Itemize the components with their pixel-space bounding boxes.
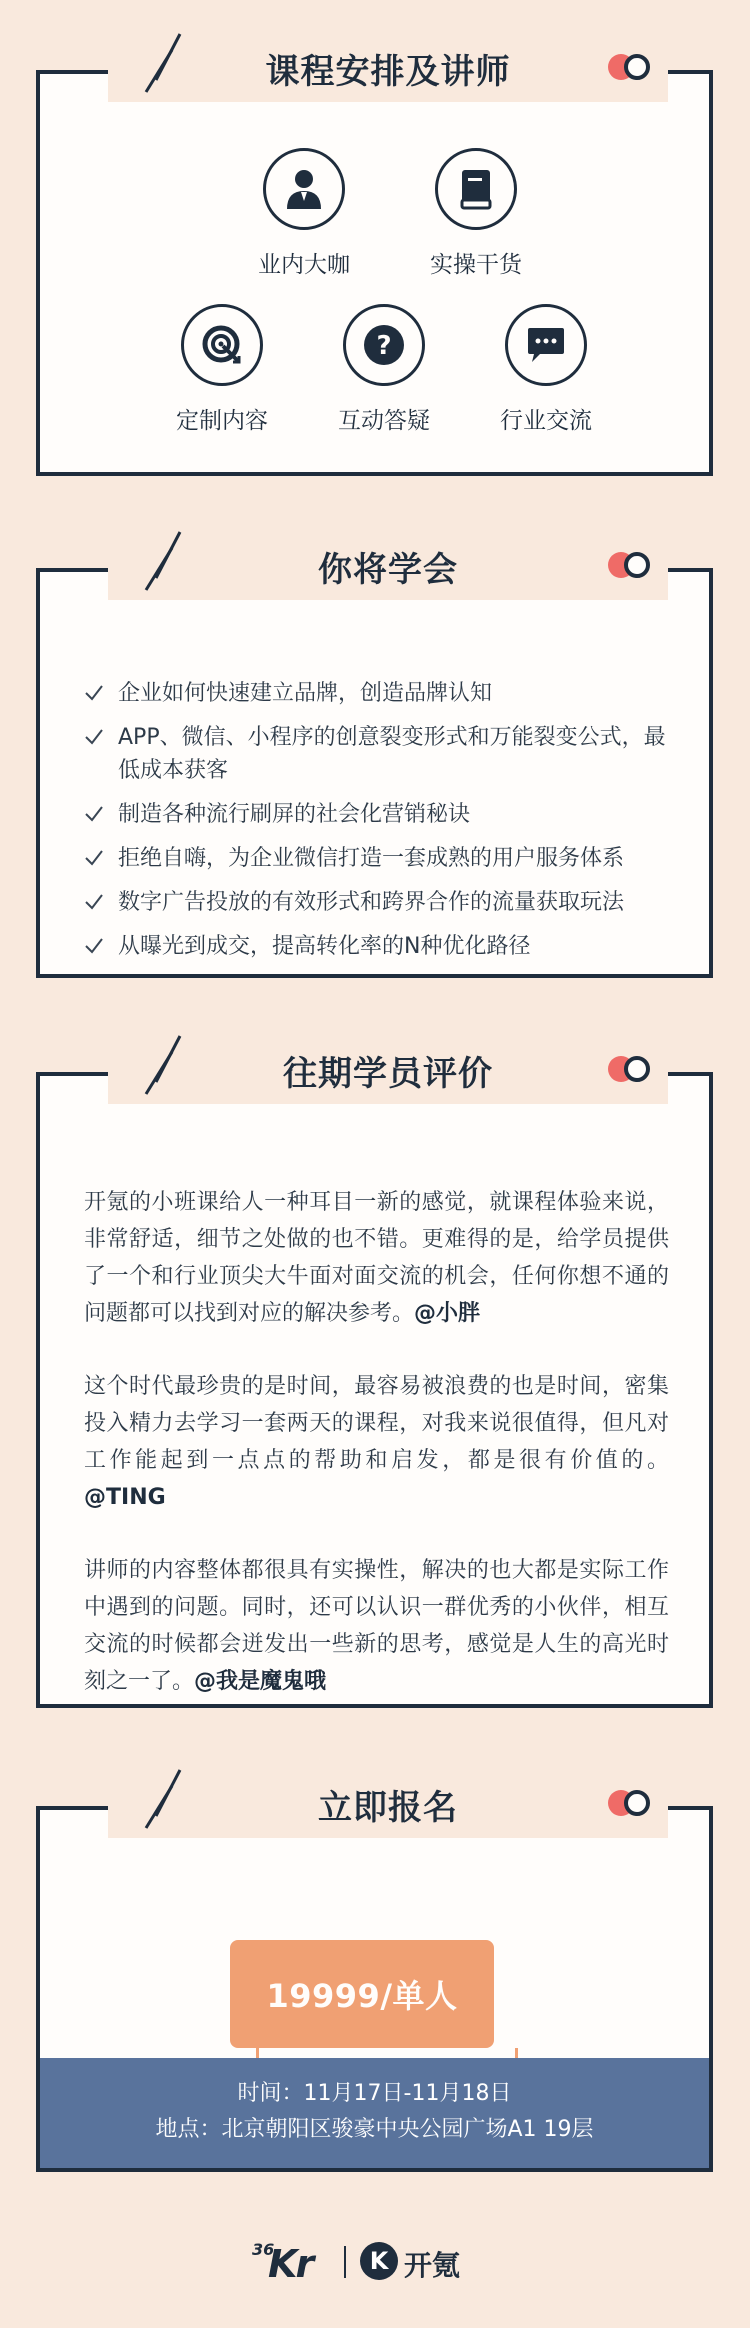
review-text: 开氪的小班课给人一种耳目一新的感觉，就课程体验来说，非常舒适，细节之处做的也不错。更难得的是，给学员提供了一个和行业顶尖大牛面对面交流的机会，任何你想不通的问题都可以找到对应的解决参考。 <box>84 1190 669 1326</box>
schedule-card <box>36 70 713 476</box>
learn-item-text: 从曝光到成交，提高转化率的N种优化路径 <box>118 934 531 959</box>
feature-networking <box>466 304 626 435</box>
price-label: 19999/单人 <box>230 1940 494 2048</box>
reviews-list <box>84 1184 669 1736</box>
section-title: 往期学员评价 <box>283 1054 493 1094</box>
target-icon <box>181 304 263 386</box>
learn-list <box>84 677 679 974</box>
feature-experts <box>224 148 384 279</box>
person-icon <box>263 148 345 230</box>
review-author: @我是魔鬼哦 <box>194 1669 327 1694</box>
learn-item-text: 拒绝自嗨，为企业微信打造一套成熟的用户服务体系 <box>118 846 625 871</box>
list-item <box>84 886 679 919</box>
list-item <box>84 677 679 710</box>
check-icon <box>84 683 104 703</box>
logo-kr: Kr <box>268 2242 313 2286</box>
review-text: 这个时代最珍贵的是时间，最容易被浪费的也是时间，密集投入精力去学习一套两天的课程，对我来说很值得，但凡对工作能起到一点点的帮助和启发，都是很有价值的。 <box>84 1374 669 1473</box>
feature-qa <box>304 304 464 435</box>
check-icon <box>84 727 104 747</box>
learn-item-text: APP、微信、小程序的创意裂变形式和万能裂变公式，最低成本获客 <box>118 725 666 783</box>
check-icon <box>84 804 104 824</box>
svg-text:?: ? <box>376 331 392 361</box>
book-icon <box>435 148 517 230</box>
feature-practical <box>396 148 556 279</box>
signup-card <box>36 1806 713 2172</box>
review-item <box>84 1184 669 1332</box>
section-title: 课程安排及讲师 <box>265 52 511 92</box>
toggle-decoration-icon <box>608 54 654 80</box>
section-title: 立即报名 <box>318 1788 458 1828</box>
section-title-bar <box>108 1760 668 1838</box>
event-info-bar <box>40 2058 709 2168</box>
toggle-decoration-icon <box>608 1056 654 1082</box>
schedule-section <box>36 24 713 476</box>
section-title: 你将学会 <box>318 550 458 590</box>
question-icon <box>343 304 425 386</box>
list-item <box>84 798 679 831</box>
learn-item-text: 企业如何快速建立品牌，创造品牌认知 <box>118 681 493 706</box>
list-item <box>84 721 679 787</box>
logo-36: 36 <box>252 2240 275 2259</box>
feature-label: 互动答疑 <box>338 408 430 434</box>
feature-label: 实操干货 <box>430 252 522 278</box>
check-icon <box>84 936 104 956</box>
feature-custom <box>142 304 302 435</box>
list-item <box>84 930 679 963</box>
learn-card <box>36 568 713 978</box>
learn-item-text: 数字广告投放的有效形式和跨界合作的流量获取玩法 <box>118 890 625 915</box>
reviews-card <box>36 1072 713 1708</box>
reviews-section <box>36 1026 713 1708</box>
section-title-bar <box>108 1026 668 1104</box>
check-icon <box>84 848 104 868</box>
check-icon <box>84 892 104 912</box>
feature-label: 行业交流 <box>500 408 592 434</box>
toggle-decoration-icon <box>608 1790 654 1816</box>
chat-icon <box>505 304 587 386</box>
logo-divider <box>344 2246 346 2278</box>
review-text: 讲师的内容整体都很具有实操性，解决的也大都是实际工作中遇到的问题。同时，还可以认识一群优秀的小伙伴，相互交流的时候都会迸发出一些新的思考，感觉是人生的高光时刻之一了。 <box>84 1558 669 1694</box>
signup-section <box>36 1760 713 2172</box>
review-author: @小胖 <box>414 1301 481 1326</box>
feature-label: 定制内容 <box>176 408 268 434</box>
review-author: @TING <box>84 1485 166 1510</box>
feature-label: 业内大咖 <box>258 252 350 278</box>
learn-section <box>36 522 713 978</box>
review-item <box>84 1368 669 1516</box>
event-location: 地点：北京朝阳区骏豪中央公园广场A1 19层 <box>155 2117 594 2142</box>
brand-name: 开氪 <box>404 2249 461 2282</box>
footer-logos <box>0 2232 750 2292</box>
toggle-decoration-icon <box>608 552 654 578</box>
event-time: 时间：11月17日-11月18日 <box>237 2081 512 2106</box>
section-title-bar <box>108 522 668 600</box>
review-item <box>84 1552 669 1700</box>
section-title-bar <box>108 24 668 102</box>
list-item <box>84 842 679 875</box>
kaike-logo-icon: K <box>360 2242 398 2280</box>
learn-item-text: 制造各种流行刷屏的社会化营销秘诀 <box>118 802 471 827</box>
